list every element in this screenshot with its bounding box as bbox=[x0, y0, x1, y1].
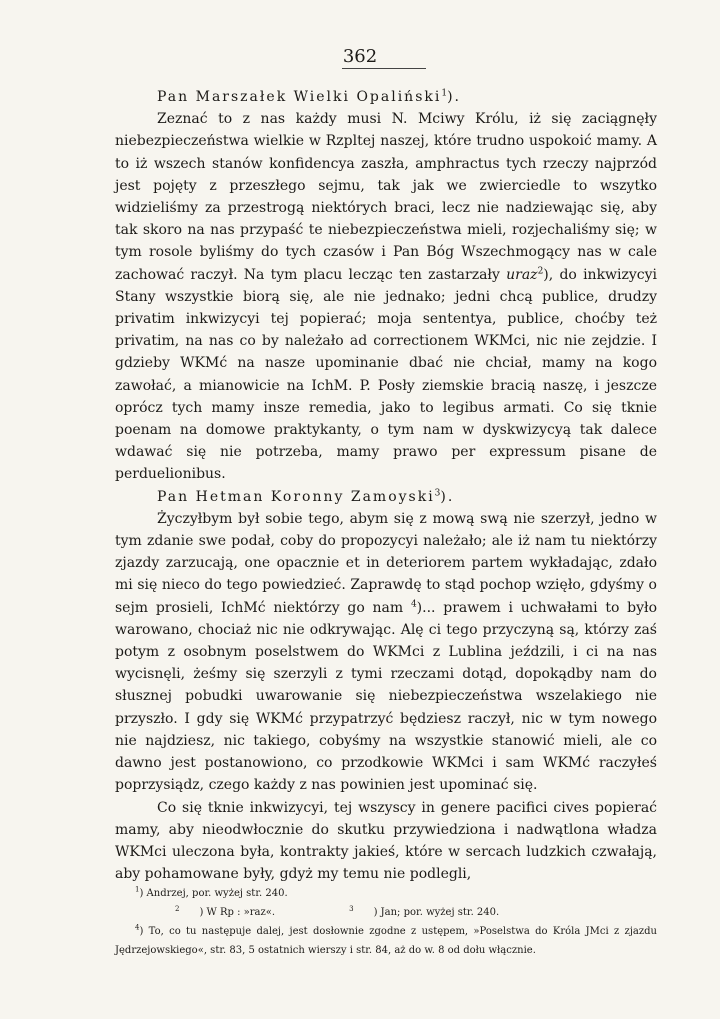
speaker-punct: ). bbox=[447, 89, 461, 105]
paragraph bbox=[115, 797, 657, 886]
footnote-text: ) To, co tu następuje dalej, jest dosłownie zgodne z ustępem, »Poselstwa do Króla JMci z zjazdu Jędrzejowskiego«, str. 83, 5 ostatnich wierszy i str. 84, aż do w. 8 od dołu włącznie. bbox=[115, 926, 657, 956]
speaker-heading bbox=[115, 86, 657, 108]
footnote-ref: 1 bbox=[441, 88, 448, 99]
footnote-text: ) W Rp : »raz«. bbox=[199, 907, 276, 918]
footnote bbox=[115, 922, 657, 960]
page-number: 362 bbox=[342, 46, 378, 67]
italic-term: uraz bbox=[506, 266, 538, 283]
paragraph-text: Życzyłbym był sobie tego, abym się z mową swą nie szerzył, jedno w tym zdanie swe podał, coby do propozycyi należało; ale iż nam tu niektórzy zjazdy zarzucają, one opacznie et in deteriorem partem wykładając, zdało mi się nieco do tego powiedzieć. Zaprawdę to stąd pochop wzięło, gdyśmy o sejm prosieli, IchMć niektórzy go nam bbox=[115, 510, 657, 616]
speaker-heading bbox=[115, 486, 657, 508]
footnote: 2 ) W Rp : »raz«. bbox=[135, 903, 275, 922]
paragraph-text: )... prawem i uchwałami to było warowano, chociaż nic nie odkrywając. Alę ci tego przyczyną są, którzy zaś potym z osobnym poselstwem do WKMci z Lublina jeździli, i ci na nas wycisnęli, żeśmy się szerzyli z tymi rzeczami dotąd, dopokądby nam do słusznej pobudki uwarowanie się niebezpieczeństwa wszelakiego nie przyszło. I gdy się WKMć przypatrzyć będziesz raczył, nic w tym nowego nie najdziesz, nic takiego, cobyśmy na wszystkie stanowić mieli, ale co dawno jest postanowiono, co przodkowie WKMci i sam WKMć raczyłeś poprzysiądz, czego każdy z nas powinien jest upominać się. bbox=[115, 599, 657, 794]
paragraph-text: Co się tknie inkwizycyi, tej wszyscy in genere pacifici cives popierać mamy, aby nieodwłocznie do skutku przywiedziona i nadwątlona władza WKMci uleczona była, kontrakty jakieś, które w sercach ludzkich czwałają, aby pohamowane były, gdyż my temu nie podlegli, bbox=[115, 799, 657, 883]
footnote-mark: 1 bbox=[135, 885, 140, 894]
speaker-name: Pan Marszałek Wielki Opaliński bbox=[157, 89, 442, 105]
speaker-name: Pan Hetman Koronny Zamoyski bbox=[157, 488, 435, 505]
footnotes bbox=[115, 884, 657, 960]
footnote bbox=[115, 884, 657, 903]
footnote-text: ) Andrzej, por. wyżej str. 240. bbox=[139, 888, 288, 899]
footnote-mark: 4 bbox=[135, 923, 140, 932]
footnote-pair bbox=[115, 903, 657, 922]
paragraph bbox=[115, 508, 657, 797]
footnote-ref: 4 bbox=[410, 599, 417, 610]
body-text bbox=[115, 86, 657, 885]
paragraph-text: ), do inkwizycyi Stany wszystkie biorą się, ale nie jednako; jedni chcą publice, drudzy privatim inkwizycyi tej popierać; moja sententya, publice, choćby też privatim, na nas co by należało ad correctionem WKMci, nic nie zejdzie. I gdzieby WKMć na nasze upominanie dbać nie chciał, mamy na kogo zawołać, a mianowicie na IchM. P. Posły ziemskie bracią naszę, i jeszcze oprócz tych mamy insze remedia, jako to legibus armati. Co się tknie poenam na domowe praktykanty, o tym nam w dyskwizycyą tak dalece wdawać się nie potrzeba, mamy prawo per expressum pisane de perduelionibus. bbox=[115, 266, 658, 483]
speaker-punct: ). bbox=[440, 488, 455, 505]
paragraph bbox=[115, 108, 657, 485]
footnote-ref: 2 bbox=[537, 265, 544, 276]
page-number-rule bbox=[342, 68, 426, 69]
footnote-ref: 3 bbox=[434, 488, 441, 498]
footnote: 3 ) Jan; por. wyżej str. 240. bbox=[309, 903, 499, 922]
footnote-text: ) Jan; por. wyżej str. 240. bbox=[373, 907, 500, 918]
paragraph-text: Zeznać to z nas każdy musi N. Mciwy Królu, iż się zaciągnęły niebezpieczeństwa wielkie w Rzpltej naszej, które trudno uspokoić mamy. A to iż wszech stanów konfidencya zaszła, amphractus tych rzeczy najprzód jest pojęty z przeszłego sejmu, tak jak we zwierciedle to wszytko widzieliśmy za przestrogą niektórych braci, lecz nie nadziewając się, aby tak skoro na nas przypaść te niebezpieczeństwa mieli, rozjechaliśmy się; w tym rosole byliśmy do tych czasów i Pan Bóg Wszechmogący nas w cale zachować raczył. Na tym placu lecząc ten zastarzały bbox=[115, 111, 657, 283]
